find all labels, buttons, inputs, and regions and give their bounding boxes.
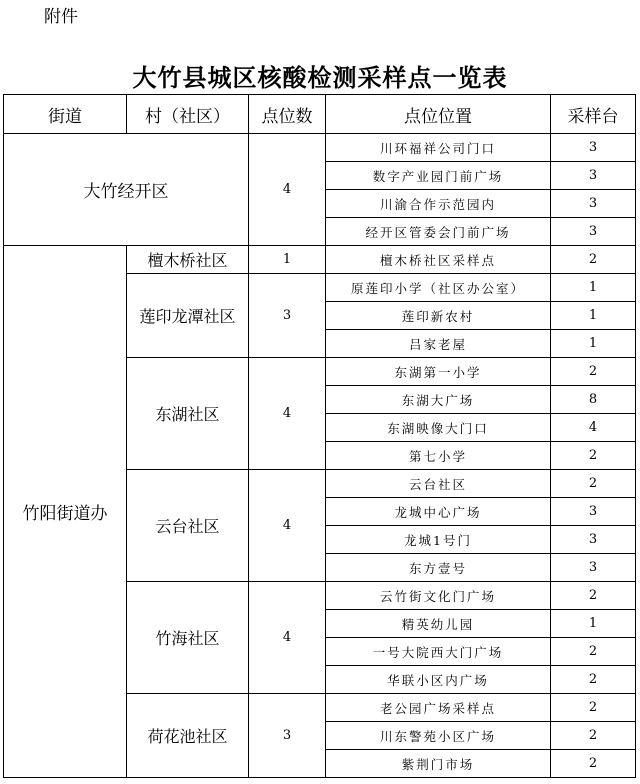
location-cell: 华联小区内广场 — [326, 666, 551, 694]
stations-cell: 2 — [551, 722, 636, 750]
location-cell: 东湖映像大门口 — [326, 414, 551, 442]
location-cell: 川东警苑小区广场 — [326, 722, 551, 750]
location-cell: 龙城中心广场 — [326, 498, 551, 526]
table-row — [4, 246, 636, 274]
village-cell: 东湖社区 — [127, 358, 249, 470]
header-row — [4, 95, 636, 134]
stations-cell: 3 — [551, 134, 636, 162]
location-cell: 云竹街文化门广场 — [326, 582, 551, 610]
location-cell: 吕家老屋 — [326, 330, 551, 358]
stations-cell: 2 — [551, 694, 636, 722]
stations-cell: 3 — [551, 554, 636, 582]
village-cell: 檀木桥社区 — [127, 246, 249, 274]
stations-cell: 4 — [551, 414, 636, 442]
location-cell: 第七小学 — [326, 442, 551, 470]
village-cell: 竹海社区 — [127, 582, 249, 694]
point-count-cell: 3 — [249, 274, 326, 358]
location-cell: 东方壹号 — [326, 554, 551, 582]
stations-cell: 3 — [551, 498, 636, 526]
header-location: 点位位置 — [326, 95, 551, 134]
stations-cell: 3 — [551, 218, 636, 246]
stations-cell: 1 — [551, 302, 636, 330]
point-count-cell: 4 — [249, 134, 326, 246]
location-cell: 数字产业园门前广场 — [326, 162, 551, 190]
location-cell: 东湖大广场 — [326, 386, 551, 414]
stations-cell: 1 — [551, 274, 636, 302]
stations-cell: 2 — [551, 470, 636, 498]
location-cell: 龙城1号门 — [326, 526, 551, 554]
attachment-label: 附件 — [44, 7, 78, 27]
location-cell: 莲印新农村 — [326, 302, 551, 330]
header-count: 点位数 — [249, 95, 326, 134]
header-stations: 采样台 — [551, 95, 636, 134]
stations-cell: 2 — [551, 358, 636, 386]
location-cell: 檀木桥社区采样点 — [326, 246, 551, 274]
header-village: 村（社区） — [127, 95, 249, 134]
stations-cell: 2 — [551, 666, 636, 694]
village-cell: 荷花池社区 — [127, 694, 249, 778]
location-cell: 紫荆门市场 — [326, 750, 551, 778]
street-cell: 大竹经开区 — [4, 134, 249, 246]
stations-cell: 2 — [551, 246, 636, 274]
village-cell: 云台社区 — [127, 470, 249, 582]
stations-cell: 3 — [551, 526, 636, 554]
stations-cell: 3 — [551, 190, 636, 218]
location-cell: 老公园广场采样点 — [326, 694, 551, 722]
point-count-cell: 4 — [249, 358, 326, 470]
table-row — [4, 134, 636, 162]
stations-cell: 2 — [551, 442, 636, 470]
village-cell: 莲印龙潭社区 — [127, 274, 249, 358]
point-count-cell: 1 — [249, 246, 326, 274]
street-cell: 竹阳街道办 — [4, 246, 127, 778]
location-cell: 东湖第一小学 — [326, 358, 551, 386]
stations-cell: 2 — [551, 582, 636, 610]
sampling-points-table — [3, 94, 636, 778]
page-title: 大竹县城区核酸检测采样点一览表 — [132, 64, 508, 92]
location-cell: 川渝合作示范园内 — [326, 190, 551, 218]
location-cell: 精英幼儿园 — [326, 610, 551, 638]
point-count-cell: 4 — [249, 470, 326, 582]
stations-cell: 2 — [551, 638, 636, 666]
point-count-cell: 4 — [249, 582, 326, 694]
stations-cell: 3 — [551, 162, 636, 190]
header-street: 街道 — [4, 95, 127, 134]
stations-cell: 8 — [551, 386, 636, 414]
location-cell: 一号大院西大门广场 — [326, 638, 551, 666]
point-count-cell: 3 — [249, 694, 326, 778]
stations-cell: 1 — [551, 610, 636, 638]
location-cell: 经开区管委会门前广场 — [326, 218, 551, 246]
location-cell: 云台社区 — [326, 470, 551, 498]
stations-cell: 2 — [551, 750, 636, 778]
location-cell: 原莲印小学（社区办公室） — [326, 274, 551, 302]
location-cell: 川环福祥公司门口 — [326, 134, 551, 162]
stations-cell: 1 — [551, 330, 636, 358]
